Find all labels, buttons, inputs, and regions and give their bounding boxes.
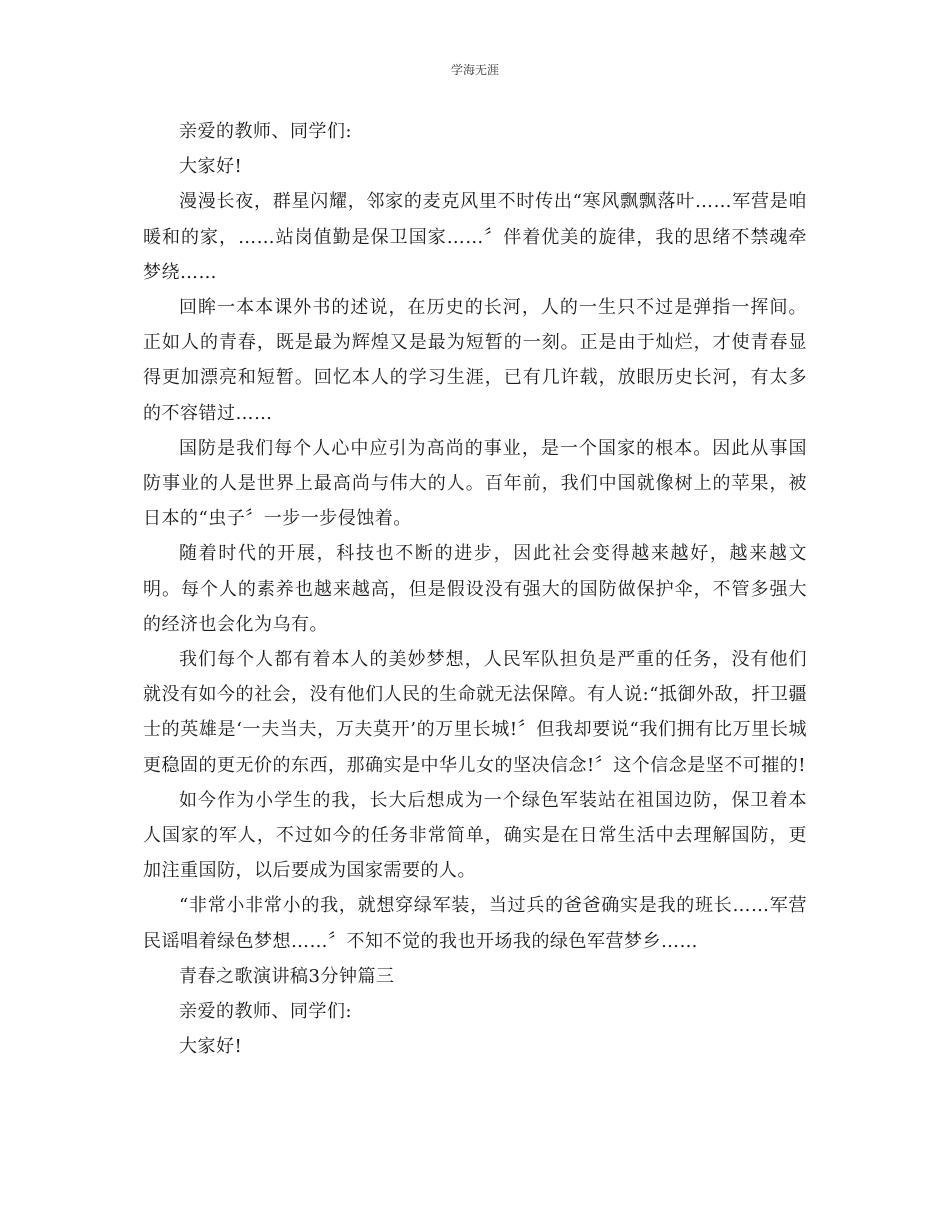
paragraph: 国防是我们每个人心中应引为高尚的事业，是一个国家的根本。因此从事国防事业的人是世界上最高尚与伟大的人。百年前，我们中国就像树上的苹果，被日本的“虫子〞一步一步侵蚀着。 — [143, 437, 807, 530]
paragraph-hello: 大家好! — [179, 156, 243, 178]
paragraph: 我们每个人都有着本人的美妙梦想，人民军队担负是严重的任务，没有他们就没有如今的社会，没有他们人民的生命就无法保障。有人说:“抵御外敌，扞卫疆士的英雄是‘一夫当夫，万夫莫开’的万里长城!〞但我却要说“我们拥有比万里长城更稳固的更无价的东西，那确实是中华儿女的坚决信念!〞这个信念是坚不可摧的! — [143, 649, 807, 776]
page-header: 学海无涯 — [450, 63, 499, 77]
paragraph-greeting: 亲爱的教师、同学们: — [179, 121, 353, 142]
paragraph-greeting: 亲爱的教师、同学们: — [179, 1001, 353, 1023]
section-heading: 青春之歌演讲稿3分钟篇三 — [179, 965, 395, 987]
paragraph: 随着时代的开展，科技也不断的进步，因此社会变得越来越好，越来越文明。每个人的素养也越来越高，但是假设没有强大的国防做保护伞，不管多强大的经济也会化为乌有。 — [143, 543, 807, 635]
paragraph: “非常小非常小的我，就想穿绿军装，当过兵的爸爸确实是我的班长……军营民谣唱着绿色梦想……〞不知不觉的我也开场我的绿色军营梦乡…… — [143, 895, 807, 952]
paragraph: 回眸一本本课外书的述说，在历史的长河，人的一生只不过是弹指一挥间。正如人的青春，既是最为辉煌又是最为短暂的一刻。正是由于灿烂，才使青春显得更加漂亮和短暂。回忆本人的学习生涯，已有几许载，放眼历史长河，有太多的不容错过…… — [143, 297, 807, 424]
paragraph: 如今作为小学生的我，长大后想成为一个绿色军装站在祖国边防，保卫着本人国家的军人，不过如今的任务非常简单，确实是在日常生活中去理解国防，更加注重国防，以后要成为国家需要的人。 — [143, 789, 807, 882]
paragraph: 漫漫长夜，群星闪耀，邻家的麦克风里不时传出“寒风飘飘落叶……军营是咱暖和的家，……站岗值勤是保卫国家……〞伴着优美的旋律，我的思绪不禁魂牵梦绕…… — [143, 191, 807, 283]
document-body — [143, 114, 807, 1064]
paragraph-hello: 大家好! — [179, 1036, 243, 1058]
